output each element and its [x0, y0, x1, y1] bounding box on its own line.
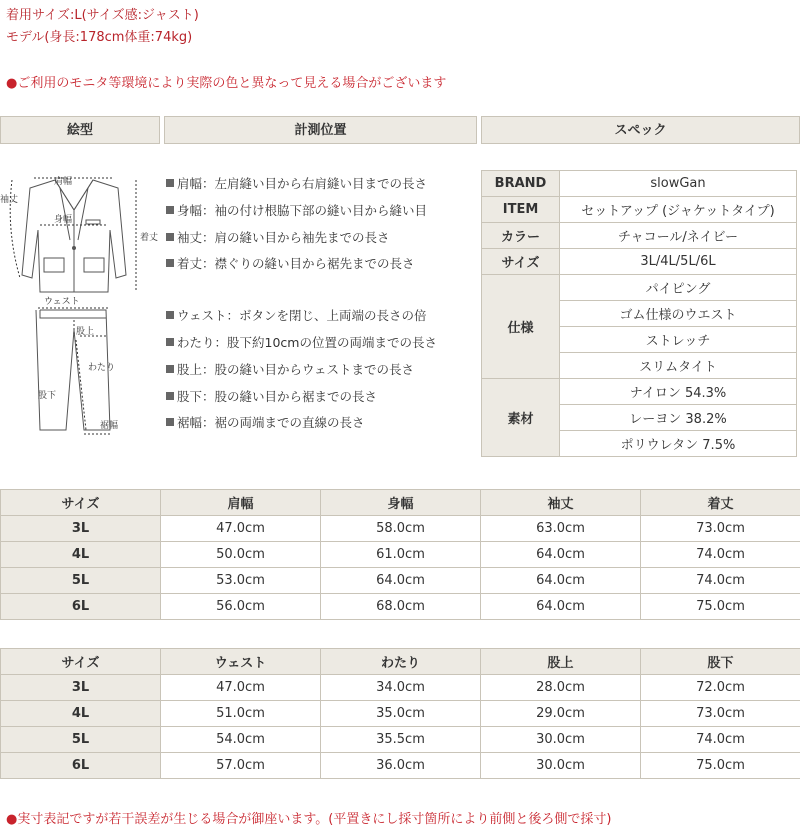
cell: 74.0cm	[641, 727, 800, 753]
table-row	[1, 701, 800, 727]
table-row	[1, 727, 800, 753]
jacket-size-table	[0, 489, 800, 620]
row-size: 6L	[1, 753, 161, 779]
measure-item	[166, 174, 427, 192]
row-size: 4L	[1, 542, 161, 568]
col-header: 肩幅	[161, 490, 321, 516]
label-waist: ウェスト	[44, 297, 80, 307]
table-header-row	[1, 490, 800, 516]
bullet-square-icon	[166, 338, 174, 346]
bullet-square-icon	[166, 365, 174, 373]
cell: 28.0cm	[481, 675, 641, 701]
header-spec: スペック	[481, 116, 800, 144]
col-header: 身幅	[321, 490, 481, 516]
cell: 50.0cm	[161, 542, 321, 568]
measure-item	[166, 254, 415, 272]
model-body-text: モデル(身長:178cm体重:74kg)	[6, 30, 193, 45]
spec-table	[481, 170, 797, 457]
cell: 72.0cm	[641, 675, 800, 701]
spec-feature: ストレッチ	[560, 327, 797, 353]
label-sleeve: 袖丈	[0, 195, 19, 205]
col-header: サイズ	[1, 649, 161, 675]
cell: 64.0cm	[481, 594, 641, 620]
label-body: 身幅	[54, 215, 73, 225]
table-header-row	[1, 649, 800, 675]
table-row	[1, 753, 800, 779]
label-shoulder: 肩幅	[54, 177, 73, 187]
cell: 75.0cm	[641, 753, 800, 779]
cell: 34.0cm	[321, 675, 481, 701]
measure-text: 身幅：袖の付け根脇下部の縫い目から縫い目	[177, 203, 428, 218]
col-header: 股下	[641, 649, 800, 675]
measure-text: 袖丈：肩の縫い目から袖先までの長さ	[177, 230, 390, 245]
measure-text: ウェスト：ボタンを閉じ、上両端の長さの倍	[177, 308, 427, 323]
cell: 64.0cm	[481, 568, 641, 594]
pants-size-table	[0, 648, 800, 779]
spec-material-label: 素材	[482, 379, 560, 457]
cell: 30.0cm	[481, 727, 641, 753]
table-row	[1, 542, 800, 568]
measure-item	[166, 387, 377, 405]
spec-color-label: カラー	[482, 223, 560, 249]
label-thigh: わたり	[88, 363, 116, 373]
label-rise: 股上	[76, 327, 95, 337]
cell: 64.0cm	[321, 568, 481, 594]
spec-feature: パイピング	[560, 275, 797, 301]
cell: 68.0cm	[321, 594, 481, 620]
spec-material: ポリウレタン 7.5%	[560, 431, 797, 457]
spec-material: レーヨン 38.2%	[560, 405, 797, 431]
cell: 75.0cm	[641, 594, 800, 620]
cell: 61.0cm	[321, 542, 481, 568]
measure-item	[166, 413, 365, 431]
cell: 36.0cm	[321, 753, 481, 779]
bullet-square-icon	[166, 206, 174, 214]
spec-item-value: セットアップ (ジャケットタイプ)	[560, 197, 797, 223]
measure-item	[166, 201, 427, 219]
cell: 74.0cm	[641, 542, 800, 568]
cell: 35.0cm	[321, 701, 481, 727]
measure-text: わたり：股下約10cmの位置の両端までの長さ	[177, 335, 437, 350]
color-notice: ●ご利用のモニタ等環境により実際の色と異なって見える場合がございます	[6, 76, 447, 91]
cell: 56.0cm	[161, 594, 321, 620]
row-size: 5L	[1, 727, 161, 753]
cell: 35.5cm	[321, 727, 481, 753]
spec-feature: ゴム仕様のウエスト	[560, 301, 797, 327]
cell: 47.0cm	[161, 675, 321, 701]
table-row	[1, 675, 800, 701]
col-header: わたり	[321, 649, 481, 675]
spec-brand-label: BRAND	[482, 171, 560, 197]
cell: 51.0cm	[161, 701, 321, 727]
table-row	[1, 516, 800, 542]
label-hem: 裾幅	[100, 421, 119, 431]
measure-text: 股下：股の縫い目から裾までの長さ	[177, 389, 378, 404]
cell: 74.0cm	[641, 568, 800, 594]
spec-size-label: サイズ	[482, 249, 560, 275]
measure-item	[166, 360, 414, 378]
row-size: 3L	[1, 675, 161, 701]
row-size: 4L	[1, 701, 161, 727]
col-header: 着丈	[641, 490, 800, 516]
spec-size-value: 3L/4L/5L/6L	[560, 249, 797, 275]
spec-item-label: ITEM	[482, 197, 560, 223]
model-size-text: 着用サイズ:L(サイズ感:ジャスト)	[6, 8, 199, 23]
measurement-notice: ●実寸表記ですが若干誤差が生じる場合が御座います。(平置きにし採寸箇所により前側と後ろ側で採寸)	[6, 812, 612, 827]
cell: 29.0cm	[481, 701, 641, 727]
cell: 64.0cm	[481, 542, 641, 568]
table-row	[1, 594, 800, 620]
bullet-square-icon	[166, 179, 174, 187]
cell: 63.0cm	[481, 516, 641, 542]
header-measurement: 計測位置	[164, 116, 477, 144]
cell: 30.0cm	[481, 753, 641, 779]
measure-item	[166, 306, 427, 324]
cell: 73.0cm	[641, 516, 800, 542]
bullet-square-icon	[166, 311, 174, 319]
measure-item	[166, 228, 390, 246]
row-size: 6L	[1, 594, 161, 620]
garment-illustration	[0, 160, 160, 460]
bullet-square-icon	[166, 233, 174, 241]
measure-text: 着丈：襟ぐりの縫い目から裾先までの長さ	[177, 256, 415, 271]
label-inseam: 股下	[38, 391, 57, 401]
section-header-band	[0, 116, 800, 144]
measure-item	[166, 333, 437, 351]
bullet-square-icon	[166, 392, 174, 400]
col-header: ウェスト	[161, 649, 321, 675]
cell: 54.0cm	[161, 727, 321, 753]
cell: 73.0cm	[641, 701, 800, 727]
cell: 47.0cm	[161, 516, 321, 542]
label-length: 着丈	[140, 233, 159, 243]
spec-color-value: チャコール/ネイビー	[560, 223, 797, 249]
cell: 58.0cm	[321, 516, 481, 542]
row-size: 5L	[1, 568, 161, 594]
header-illustration: 絵型	[0, 116, 160, 144]
row-size: 3L	[1, 516, 161, 542]
bullet-square-icon	[166, 259, 174, 267]
spec-material: ナイロン 54.3%	[560, 379, 797, 405]
bullet-square-icon	[166, 418, 174, 426]
jacket-pants-drawing	[0, 160, 160, 460]
spec-brand-value: slowGan	[560, 171, 797, 197]
measure-text: 股上：股の縫い目からウェストまでの長さ	[177, 362, 415, 377]
cell: 57.0cm	[161, 753, 321, 779]
table-row	[1, 568, 800, 594]
col-header: サイズ	[1, 490, 161, 516]
col-header: 股上	[481, 649, 641, 675]
spec-features-label: 仕様	[482, 275, 560, 379]
spec-feature: スリムタイト	[560, 353, 797, 379]
measure-text: 裾幅：裾の両端までの直線の長さ	[177, 415, 365, 430]
cell: 53.0cm	[161, 568, 321, 594]
col-header: 袖丈	[481, 490, 641, 516]
measure-text: 肩幅：左肩縫い目から右肩縫い目までの長さ	[177, 176, 428, 191]
